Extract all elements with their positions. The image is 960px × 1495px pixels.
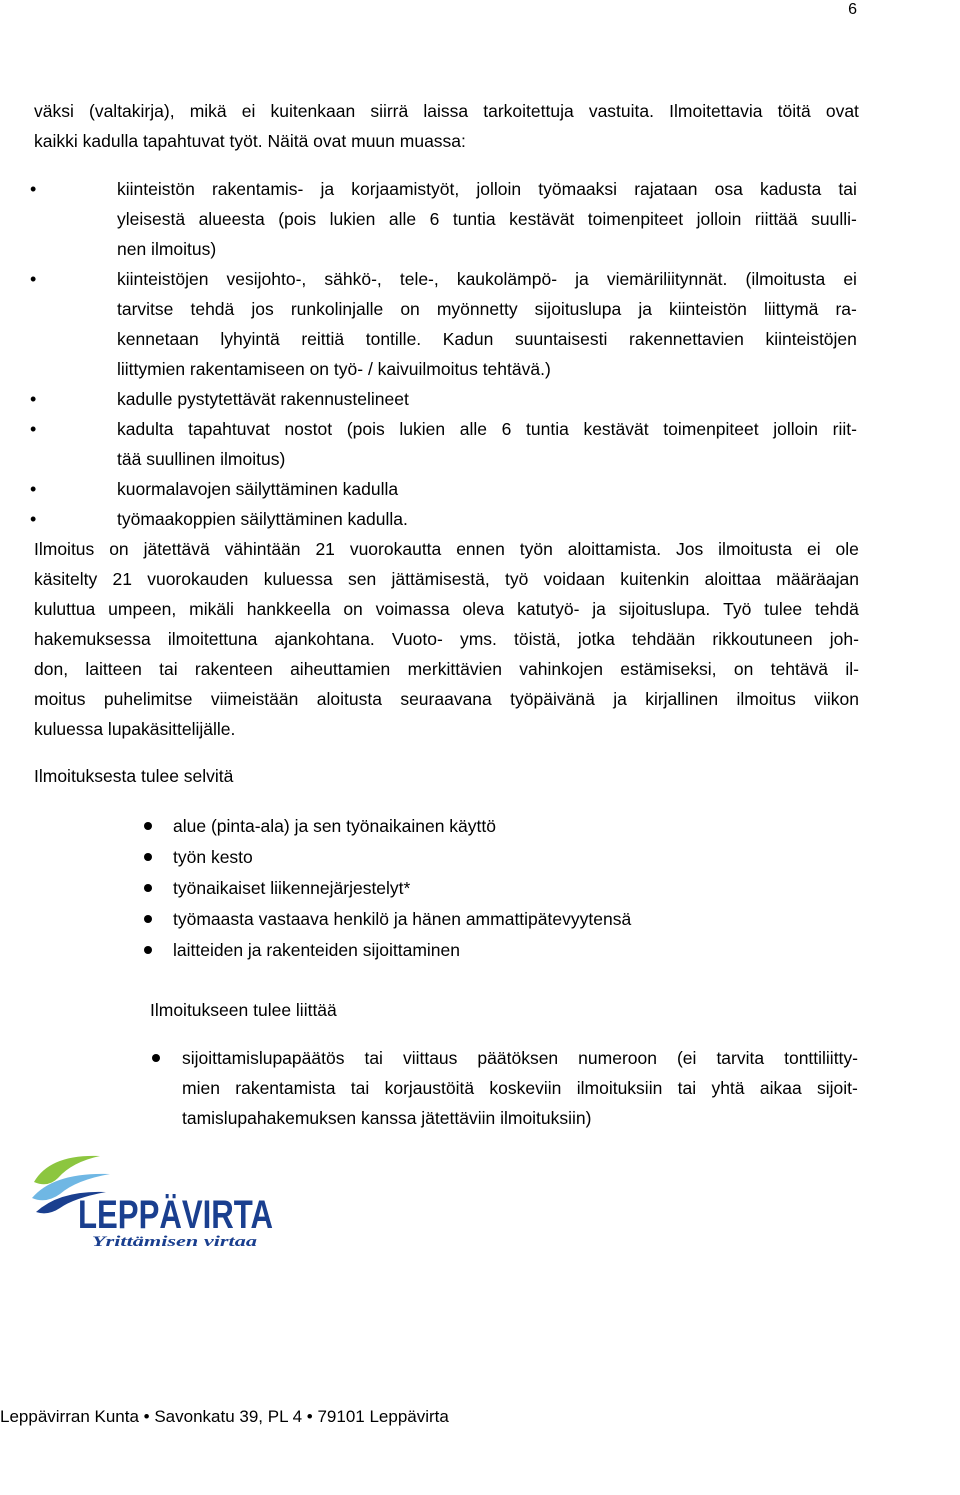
word: toimenpiteet (587, 209, 684, 229)
word: on (343, 599, 363, 619)
word: voidaan (543, 569, 605, 589)
word: 21 (315, 539, 335, 559)
word: tehdään (632, 629, 696, 649)
word: kiinteistöjen (765, 329, 857, 349)
word: päätöksen (477, 1048, 559, 1068)
word: tuntia (452, 209, 496, 229)
word: viittaus (402, 1048, 458, 1068)
word: riit- (832, 419, 857, 439)
word: viemäriliitynnät. (606, 269, 728, 289)
attach-item-line: tamislupahakemuksen kanssa jätettäviin ilmoituksiin) (182, 1108, 592, 1128)
word: hankkeella (246, 599, 331, 619)
bullet-dot: • (30, 419, 37, 439)
word: toimenpiteet (663, 419, 759, 439)
bullet-dot: • (30, 179, 37, 199)
word: vuorokautta (349, 539, 442, 559)
word: sijoituslupa. (618, 599, 711, 619)
word: 6 (501, 419, 512, 439)
word: laitteen (85, 659, 142, 679)
word: lyhyintä (220, 329, 280, 349)
word: ole (835, 539, 859, 559)
word: kadusta (759, 179, 822, 199)
works-item-line: kadulle pystytettävät rakennustelineet (117, 389, 409, 409)
word: väksi (34, 101, 74, 121)
word: 6 (429, 209, 440, 229)
word: korjaustöitä (384, 1078, 475, 1098)
word: hakemuksessa (34, 629, 151, 649)
word: rakentamis- (211, 179, 304, 199)
word: jolloin (773, 419, 819, 439)
word: rakennettavien (629, 329, 744, 349)
word: sähkö-, (324, 269, 382, 289)
word: ja (638, 299, 652, 319)
word: merkittävien (407, 659, 502, 679)
word: Vuoto- (391, 629, 443, 649)
contents-item: työn kesto (173, 847, 253, 867)
leppavirta-logo (30, 1148, 280, 1258)
word: ei (807, 539, 821, 559)
word: sijoituslupa (534, 299, 622, 319)
word: moitus (34, 689, 86, 709)
word: aiheuttamien (290, 659, 391, 679)
word: siirrä (370, 101, 409, 121)
word: tontille. (365, 329, 422, 349)
word: aloittamista. (567, 539, 662, 559)
bullet-dot (144, 946, 152, 954)
word: vuorokauden (147, 569, 249, 589)
word: runkolinjalle (290, 299, 384, 319)
word: työmaaksi (538, 179, 618, 199)
word: riittää (754, 209, 798, 229)
notice-line (34, 624, 859, 654)
word: ra- (835, 299, 857, 319)
logo-name: LEPPÄVIRTA (78, 1193, 273, 1237)
word: Kadun (442, 329, 494, 349)
notice-line (34, 654, 859, 684)
logo-slogan: Yrittämisen virtaa (92, 1234, 258, 1250)
word: kadulta (117, 419, 174, 439)
word: töitä (777, 101, 811, 121)
word: ja (320, 179, 335, 199)
word: kestävät (509, 209, 575, 229)
word: kiinteistön (669, 299, 747, 319)
word: vahinkojen (519, 659, 603, 679)
word: määräajan (776, 569, 859, 589)
bullet-dot (144, 884, 152, 892)
word: ja (592, 599, 606, 619)
word: koskeviin (489, 1078, 562, 1098)
word: ilmoitusta (718, 539, 793, 559)
word: sijoittamislupapäätös (182, 1048, 345, 1068)
word: oleva (462, 599, 505, 619)
word: yleisestä (117, 209, 186, 229)
works-item-line: työmaakoppien säilyttäminen kadulla. (117, 509, 408, 529)
word: viikon (814, 689, 859, 709)
word: joh- (829, 629, 859, 649)
word: kestävät (583, 419, 649, 439)
word: aikaa (759, 1078, 802, 1098)
word: mikäli (189, 599, 234, 619)
word: tehdä (815, 599, 859, 619)
word: (ilmoitusta (745, 269, 826, 289)
word: 21 (112, 569, 132, 589)
word: sijoit- (817, 1078, 858, 1098)
word: kuitenkaan (270, 101, 356, 121)
word: ilmoitus (736, 689, 796, 709)
word: osa (714, 179, 743, 199)
word: kennetaan (117, 329, 199, 349)
word: yms. (459, 629, 497, 649)
word: rakentamista (235, 1078, 336, 1098)
word: on (733, 659, 754, 679)
notice-line (34, 564, 859, 594)
word: katutyö- (517, 599, 580, 619)
works-item-line (117, 174, 857, 204)
word: alle (388, 209, 417, 229)
attach-heading: Ilmoitukseen tulee liittää (150, 1000, 337, 1020)
word: on (109, 539, 129, 559)
word: tai (159, 659, 178, 679)
word: tele-, (399, 269, 439, 289)
word: Jos (676, 539, 704, 559)
word: töistä, (514, 629, 561, 649)
bullet-dot: • (30, 269, 37, 289)
bullet-dot: • (30, 479, 37, 499)
word: tai (677, 1078, 697, 1098)
word: jolloin (696, 209, 742, 229)
bullet-dot: • (30, 389, 37, 409)
bullet-dot (152, 1054, 160, 1062)
word: kaukolämpö- (456, 269, 558, 289)
contents-item: työmaasta vastaava henkilö ja hänen ammattipätevyytensä (173, 909, 632, 929)
bullet-dot (144, 853, 152, 861)
word: tai (364, 1048, 383, 1068)
notice-line (34, 534, 859, 564)
word: puhelimitse (103, 689, 193, 709)
word: vähintään (224, 539, 301, 559)
intro-line (34, 96, 859, 126)
word: jättämisestä, (391, 569, 490, 589)
contents-heading: Ilmoituksesta tulee selvitä (34, 766, 234, 786)
works-item-line (117, 414, 857, 444)
word: jätettävä (143, 539, 210, 559)
notice-line: kuluessa lupakäsittelijälle. (34, 719, 236, 739)
word: tehtävä (770, 659, 829, 679)
word: ja (575, 269, 589, 289)
word: aloittaa (704, 569, 761, 589)
footer-address: Leppävirran Kunta • Savonkatu 39, PL 4 • 79101 Leppävirta (0, 1407, 449, 1426)
word: estämiseksi, (620, 659, 717, 679)
word: ennen (456, 539, 505, 559)
word: reittiä (301, 329, 345, 349)
works-item-line (117, 264, 857, 294)
word: (pois (346, 419, 385, 439)
word: nostot (284, 419, 333, 439)
works-item-line: liittymien rakentamiseen on työ- / kaivuilmoitus tehtävä.) (117, 359, 551, 379)
word: Ilmoitettavia (669, 101, 763, 121)
contents-item: laitteiden ja rakenteiden sijoittaminen (173, 940, 460, 960)
word: kiinteistön (117, 179, 195, 199)
word: viimeistään (210, 689, 299, 709)
word: don, (34, 659, 69, 679)
word: ei (241, 101, 256, 121)
word: rikkoutuneen (712, 629, 813, 649)
word: työpäivänä (510, 689, 595, 709)
works-item-line: tää suullinen ilmoitus) (117, 449, 286, 469)
word: (ei (676, 1048, 697, 1068)
word: (valtakirja), (89, 101, 175, 121)
works-item-line (117, 204, 857, 234)
word: sen (348, 569, 377, 589)
intro-line: kaikki kadulla tapahtuvat työt. Näitä ovat muun muassa: (34, 131, 466, 151)
word: ja (613, 689, 627, 709)
word: kuluessa (263, 569, 333, 589)
works-item-line (117, 294, 857, 324)
word: käsitelty (34, 569, 98, 589)
word: umpeen, (108, 599, 177, 619)
word: il- (845, 659, 859, 679)
word: alle (459, 419, 487, 439)
word: lukien (399, 419, 446, 439)
attach-item-line (182, 1073, 858, 1103)
word: työn (519, 539, 553, 559)
word: suulli- (811, 209, 857, 229)
word: mikä (189, 101, 227, 121)
word: tapahtuvat (188, 419, 270, 439)
word: myönnetty (436, 299, 518, 319)
word: seuraavana (400, 689, 492, 709)
word: rajataan (634, 179, 698, 199)
word: ilmoitettuna (167, 629, 258, 649)
word: (pois (278, 209, 317, 229)
word: numeroon (578, 1048, 657, 1068)
word: tulee (764, 599, 803, 619)
word: kiinteistöjen (117, 269, 209, 289)
word: ovat (825, 101, 859, 121)
word: ei (843, 269, 857, 289)
notice-line (34, 684, 859, 714)
word: lukien (329, 209, 376, 229)
word: on (400, 299, 420, 319)
word: tuntia (526, 419, 569, 439)
word: vesijohto-, (226, 269, 307, 289)
word: Ilmoitus (34, 539, 95, 559)
works-item-line: nen ilmoitus) (117, 239, 217, 259)
contents-item: työnaikaiset liikennejärjestelyt* (173, 878, 411, 898)
word: tonttiliitty- (784, 1048, 858, 1068)
bullet-dot (144, 915, 152, 923)
contents-item: alue (pinta-ala) ja sen työnaikainen käyttö (173, 816, 496, 836)
word: tarvita (716, 1048, 765, 1068)
word: yhtä (711, 1078, 745, 1098)
word: tarkoitettuja (483, 101, 574, 121)
word: korjaamistyöt, (351, 179, 460, 199)
word: vastuita. (588, 101, 655, 121)
word: rakenteen (194, 659, 273, 679)
word: mien (182, 1078, 220, 1098)
works-item-line: kuormalavojen säilyttäminen kadulla (117, 479, 399, 499)
word: kuluttua (34, 599, 96, 619)
word: tai (838, 179, 857, 199)
word: tarvitse (117, 299, 174, 319)
attach-item-line (182, 1043, 858, 1073)
word: tai (350, 1078, 370, 1098)
word: jotka (577, 629, 615, 649)
bullet-dot: • (30, 509, 37, 529)
works-item-line (117, 324, 857, 354)
word: työ (505, 569, 529, 589)
word: kirjallinen (645, 689, 719, 709)
word: ajankohtana. (274, 629, 375, 649)
word: alueesta (198, 209, 265, 229)
word: kuitenkin (620, 569, 690, 589)
word: laissa (423, 101, 469, 121)
word: aloitusta (316, 689, 382, 709)
word: tehdä (190, 299, 235, 319)
page-number: 6 (848, 1, 857, 18)
word: ilmoituksiin (576, 1078, 663, 1098)
word: jolloin (476, 179, 522, 199)
word: suuntaisesti (515, 329, 608, 349)
word: jos (251, 299, 274, 319)
word: voimassa (375, 599, 450, 619)
notice-line (34, 594, 859, 624)
bullet-dot (144, 822, 152, 830)
word: liittymä (763, 299, 819, 319)
word: Työ (723, 599, 752, 619)
